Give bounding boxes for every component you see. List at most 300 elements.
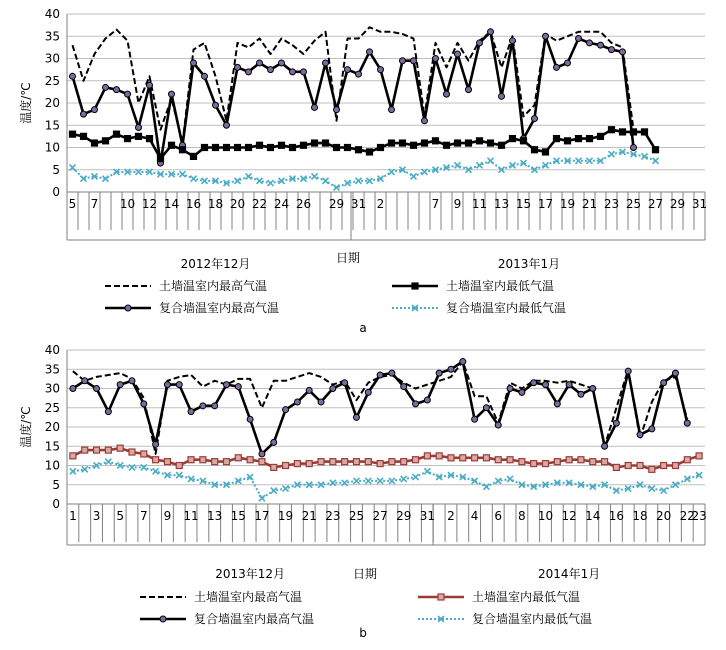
data-point [424, 468, 430, 474]
data-point [114, 131, 120, 137]
data-point [136, 124, 142, 130]
data-point [613, 420, 619, 426]
data-point [290, 69, 296, 75]
x-tick-label: 12 [141, 197, 158, 211]
y-axis-label: 温度/℃ [19, 82, 33, 124]
data-point [117, 445, 123, 451]
data-point [455, 162, 461, 168]
data-point [259, 451, 265, 457]
data-point [164, 459, 170, 465]
x-tick-label: 23 [603, 197, 620, 211]
data-point [444, 142, 450, 148]
data-point [202, 145, 208, 151]
data-point [365, 478, 371, 484]
data-point [510, 136, 516, 142]
x-tick-label: 7 [139, 509, 148, 523]
y-tick-label: 30 [44, 51, 60, 66]
x-tick-label: 10 [537, 509, 554, 523]
x-tick-label: 31 [419, 509, 435, 523]
x-tick-label: 16 [185, 197, 202, 211]
data-point [576, 158, 582, 164]
data-point [334, 107, 340, 113]
data-point [587, 136, 593, 142]
data-point [495, 478, 501, 484]
y-tick-label: 40 [44, 343, 60, 357]
data-point [507, 386, 513, 392]
data-point [279, 60, 285, 66]
data-point [578, 457, 584, 463]
data-point [411, 58, 417, 64]
data-point [566, 457, 572, 463]
data-point [531, 380, 537, 386]
x-tick-label: 13 [493, 197, 510, 211]
data-point [257, 60, 263, 66]
legend-item [392, 300, 566, 315]
data-point [401, 459, 407, 465]
data-point [330, 459, 336, 465]
data-point [477, 138, 483, 144]
x-tick-label: 12 [561, 509, 577, 523]
data-point [164, 382, 170, 388]
data-point [672, 370, 678, 376]
x-tick-label: 31 [691, 197, 708, 211]
x-tick-label: 14 [163, 197, 180, 211]
legend-label: 土墙温室内最高气温 [159, 279, 268, 293]
data-point [507, 476, 513, 482]
chart-panel-a [18, 7, 707, 335]
y-tick-label: 25 [44, 73, 60, 88]
y-tick-label: 10 [44, 458, 60, 473]
x-tick-label: 20 [656, 509, 672, 523]
data-point [510, 38, 516, 44]
data-point [283, 407, 289, 413]
data-point [367, 49, 373, 55]
y-tick-label: 40 [44, 7, 60, 21]
data-point [188, 409, 194, 415]
legend-label: 复合墙温室内最高气温 [194, 612, 315, 626]
legend-label: 土墙温室内最低气温 [446, 279, 555, 293]
data-point [649, 486, 655, 492]
data-point [460, 359, 466, 365]
data-point [543, 461, 549, 467]
data-point [587, 158, 593, 164]
data-point [318, 399, 324, 405]
data-point [649, 426, 655, 432]
data-point [158, 156, 164, 162]
data-point [202, 178, 208, 184]
data-point [141, 401, 147, 407]
data-point [70, 468, 76, 474]
y-tick-label: 0 [52, 185, 60, 199]
data-point [147, 82, 153, 88]
data-point [672, 463, 678, 469]
data-point [566, 382, 572, 388]
x-tick-label: 13 [207, 509, 223, 523]
data-point [136, 133, 142, 139]
data-point [312, 104, 318, 110]
data-point [176, 382, 182, 388]
x-tick-label: 4 [470, 509, 479, 523]
x-tick-label: 17 [254, 509, 270, 523]
y-tick-label: 20 [44, 96, 60, 110]
legend-label: 土墙温室内最低气温 [472, 590, 581, 604]
data-point [191, 176, 197, 182]
data-point [455, 140, 461, 146]
data-point [92, 107, 98, 113]
y-tick-label: 20 [44, 420, 60, 434]
data-point [532, 147, 538, 153]
data-point [684, 457, 690, 463]
data-point [649, 466, 655, 472]
data-point [353, 478, 359, 484]
data-point [129, 378, 135, 384]
data-point [169, 91, 175, 97]
x-tick-label: 18 [207, 197, 224, 211]
x-tick-label: 23 [691, 509, 707, 523]
legend-item [418, 589, 580, 604]
panel-label: b [359, 626, 367, 640]
data-point [499, 142, 505, 148]
data-point [609, 127, 615, 133]
data-point [246, 145, 252, 151]
data-point [488, 158, 494, 164]
data-point [389, 478, 395, 484]
data-point [576, 136, 582, 142]
x-tick-label: 22 [251, 197, 268, 211]
data-point [377, 372, 383, 378]
data-point [180, 171, 186, 177]
data-point [94, 447, 100, 453]
y-tick-label: 0 [52, 497, 60, 511]
data-point [389, 107, 395, 113]
data-point [455, 51, 461, 57]
data-point [268, 180, 274, 186]
x-tick-label: 25 [625, 197, 642, 211]
data-point [105, 459, 111, 465]
data-point [377, 478, 383, 484]
series-line [73, 32, 634, 163]
data-point [247, 416, 253, 422]
data-point [590, 386, 596, 392]
x-tick-label: 7 [431, 197, 440, 211]
x-axis-label: 日期 [352, 567, 378, 581]
data-point [499, 93, 505, 99]
y-tick-label: 15 [44, 118, 60, 133]
data-point [554, 401, 560, 407]
y-tick-label: 35 [44, 29, 60, 44]
x-tick-label: 24 [273, 197, 290, 211]
data-point [460, 455, 466, 461]
data-point [413, 401, 419, 407]
data-point [609, 47, 615, 53]
legend [140, 589, 592, 626]
data-point [105, 409, 111, 415]
data-point [365, 389, 371, 395]
data-point [283, 463, 289, 469]
data-point [334, 145, 340, 151]
x-tick-label: 29 [396, 509, 412, 523]
x-tick-label: 21 [581, 197, 598, 211]
data-point [401, 476, 407, 482]
data-point [637, 463, 643, 469]
group-label: 2014年1月 [538, 567, 601, 581]
data-point [268, 145, 274, 151]
x-tick-label: 9 [453, 197, 462, 211]
x-axis-label: 日期 [335, 251, 361, 265]
data-point [631, 129, 637, 135]
x-tick-label: 6 [494, 509, 503, 523]
x-tick-label: 16 [608, 509, 625, 523]
data-point [543, 149, 549, 155]
data-point [472, 455, 478, 461]
data-point [433, 56, 439, 62]
data-point [153, 441, 159, 447]
data-point [82, 447, 88, 453]
data-point [653, 147, 659, 153]
data-point [213, 145, 219, 151]
data-point [598, 133, 604, 139]
data-point [247, 457, 253, 463]
data-point [81, 111, 87, 117]
data-point [92, 140, 98, 146]
legend-item [140, 611, 314, 626]
data-point [507, 457, 513, 463]
data-point [212, 459, 218, 465]
data-point [642, 129, 648, 135]
x-tick-label: 31 [350, 197, 367, 211]
data-point [696, 453, 702, 459]
data-point [532, 116, 538, 122]
x-tick-label: 3 [92, 509, 101, 523]
data-point [200, 403, 206, 409]
data-point [318, 459, 324, 465]
data-point [224, 122, 230, 128]
data-point [554, 459, 560, 465]
data-point [483, 455, 489, 461]
data-point [330, 386, 336, 392]
data-point [176, 472, 182, 478]
data-point [117, 382, 123, 388]
data-point [125, 91, 131, 97]
x-tick-label: 5 [116, 509, 124, 523]
data-point [495, 457, 501, 463]
data-point [212, 403, 218, 409]
data-point [477, 162, 483, 168]
data-point [103, 84, 109, 90]
data-point [125, 136, 131, 142]
group-label: 2013年12月 [215, 567, 286, 581]
legend-item [105, 278, 267, 293]
data-point [400, 58, 406, 64]
y-tick-label: 30 [44, 381, 60, 396]
data-point [235, 64, 241, 70]
data-point [323, 60, 329, 66]
data-point [602, 443, 608, 449]
data-point [576, 35, 582, 41]
series-3 [70, 445, 702, 472]
x-tick-label: 19 [277, 509, 294, 523]
data-point [444, 91, 450, 97]
y-tick-label: 5 [52, 162, 60, 177]
data-point [147, 136, 153, 142]
data-point [153, 457, 159, 463]
data-point [365, 459, 371, 465]
x-tick-label: 23 [325, 509, 341, 523]
data-point [268, 67, 274, 73]
x-tick-label: 27 [647, 197, 664, 211]
data-point [94, 386, 100, 392]
x-tick-label: 14 [585, 509, 601, 523]
data-point [290, 145, 296, 151]
data-point [312, 173, 318, 179]
data-point [257, 142, 263, 148]
data-point [554, 136, 560, 142]
data-point [235, 384, 241, 390]
data-point [472, 416, 478, 422]
x-tick-label: 9 [163, 509, 172, 523]
x-tick-label: 20 [229, 197, 246, 211]
legend-item [105, 300, 279, 315]
data-point [294, 461, 300, 467]
data-point [661, 463, 667, 469]
data-point [345, 145, 351, 151]
data-point [81, 133, 87, 139]
x-tick-label: 2 [447, 509, 455, 523]
data-point [413, 474, 419, 480]
data-point [353, 414, 359, 420]
x-tick-label: 15 [230, 509, 246, 523]
data-point [466, 140, 472, 146]
legend-label: 复合墙温室内最高气温 [159, 301, 280, 315]
data-point [543, 382, 549, 388]
data-point [188, 457, 194, 463]
data-point [554, 64, 560, 70]
x-tick-label: 29 [669, 197, 686, 211]
data-point [153, 468, 159, 474]
legend-marker [412, 283, 418, 289]
data-point [191, 60, 197, 66]
data-point [389, 459, 395, 465]
data-point [224, 459, 230, 465]
x-tick-label: 5 [68, 197, 77, 211]
data-point [82, 378, 88, 384]
data-point [531, 461, 537, 467]
x-tick-label: 11 [183, 509, 199, 523]
data-point [224, 382, 230, 388]
data-point [625, 368, 631, 374]
data-point [602, 459, 608, 465]
legend-label: 土墙温室内最高气温 [194, 590, 303, 604]
data-point [521, 138, 527, 144]
data-point [590, 459, 596, 465]
data-point [271, 464, 277, 470]
data-point [684, 420, 690, 426]
x-tick-label: 11 [471, 197, 488, 211]
data-point [235, 178, 241, 184]
data-point [246, 69, 252, 75]
data-point [519, 389, 525, 395]
data-point [488, 140, 494, 146]
data-point [114, 87, 120, 93]
data-point [283, 486, 289, 492]
y-tick-label: 10 [44, 140, 60, 155]
data-point [257, 178, 263, 184]
data-point [367, 149, 373, 155]
data-point [259, 459, 265, 465]
data-point [565, 138, 571, 144]
data-point [306, 387, 312, 393]
data-point [400, 140, 406, 146]
data-point [378, 67, 384, 73]
data-point [661, 488, 667, 494]
data-point [342, 459, 348, 465]
data-point [70, 386, 76, 392]
data-point [389, 370, 395, 376]
data-point [543, 33, 549, 39]
data-point [180, 147, 186, 153]
data-point [235, 455, 241, 461]
y-tick-label: 25 [44, 400, 60, 415]
data-point [631, 145, 637, 151]
data-point [424, 397, 430, 403]
data-point [422, 118, 428, 124]
data-point [625, 463, 631, 469]
data-point [356, 178, 362, 184]
legend [105, 278, 566, 315]
data-point [105, 447, 111, 453]
data-point [129, 449, 135, 455]
x-tick-label: 26 [295, 197, 312, 211]
data-point [411, 142, 417, 148]
data-point [213, 102, 219, 108]
data-point [578, 391, 584, 397]
legend-item [418, 611, 592, 626]
data-point [259, 495, 265, 501]
data-point [389, 140, 395, 146]
x-tick-label: 29 [328, 197, 345, 211]
data-point [519, 459, 525, 465]
data-point [103, 138, 109, 144]
y-axis-label: 温度/℃ [19, 406, 33, 448]
data-point [495, 422, 501, 428]
legend-label: 复合墙温室内最低气温 [446, 301, 567, 315]
data-point [378, 145, 384, 151]
data-point [271, 439, 277, 445]
data-point [176, 463, 182, 469]
x-tick-label: 1 [69, 509, 77, 523]
data-point [169, 142, 175, 148]
data-point [246, 173, 252, 179]
series-line [73, 462, 699, 499]
data-point [613, 464, 619, 470]
data-point [609, 151, 615, 157]
data-point [466, 87, 472, 93]
data-point [367, 178, 373, 184]
data-point [345, 67, 351, 73]
y-tick-label: 5 [52, 477, 60, 492]
data-point [433, 138, 439, 144]
x-tick-label: 25 [348, 509, 365, 523]
data-point [279, 142, 285, 148]
data-point [294, 399, 300, 405]
data-point [436, 453, 442, 459]
data-point [448, 455, 454, 461]
data-point [191, 153, 197, 159]
x-tick-label: 18 [632, 509, 648, 523]
data-point [200, 457, 206, 463]
data-point [411, 173, 417, 179]
data-point [312, 140, 318, 146]
